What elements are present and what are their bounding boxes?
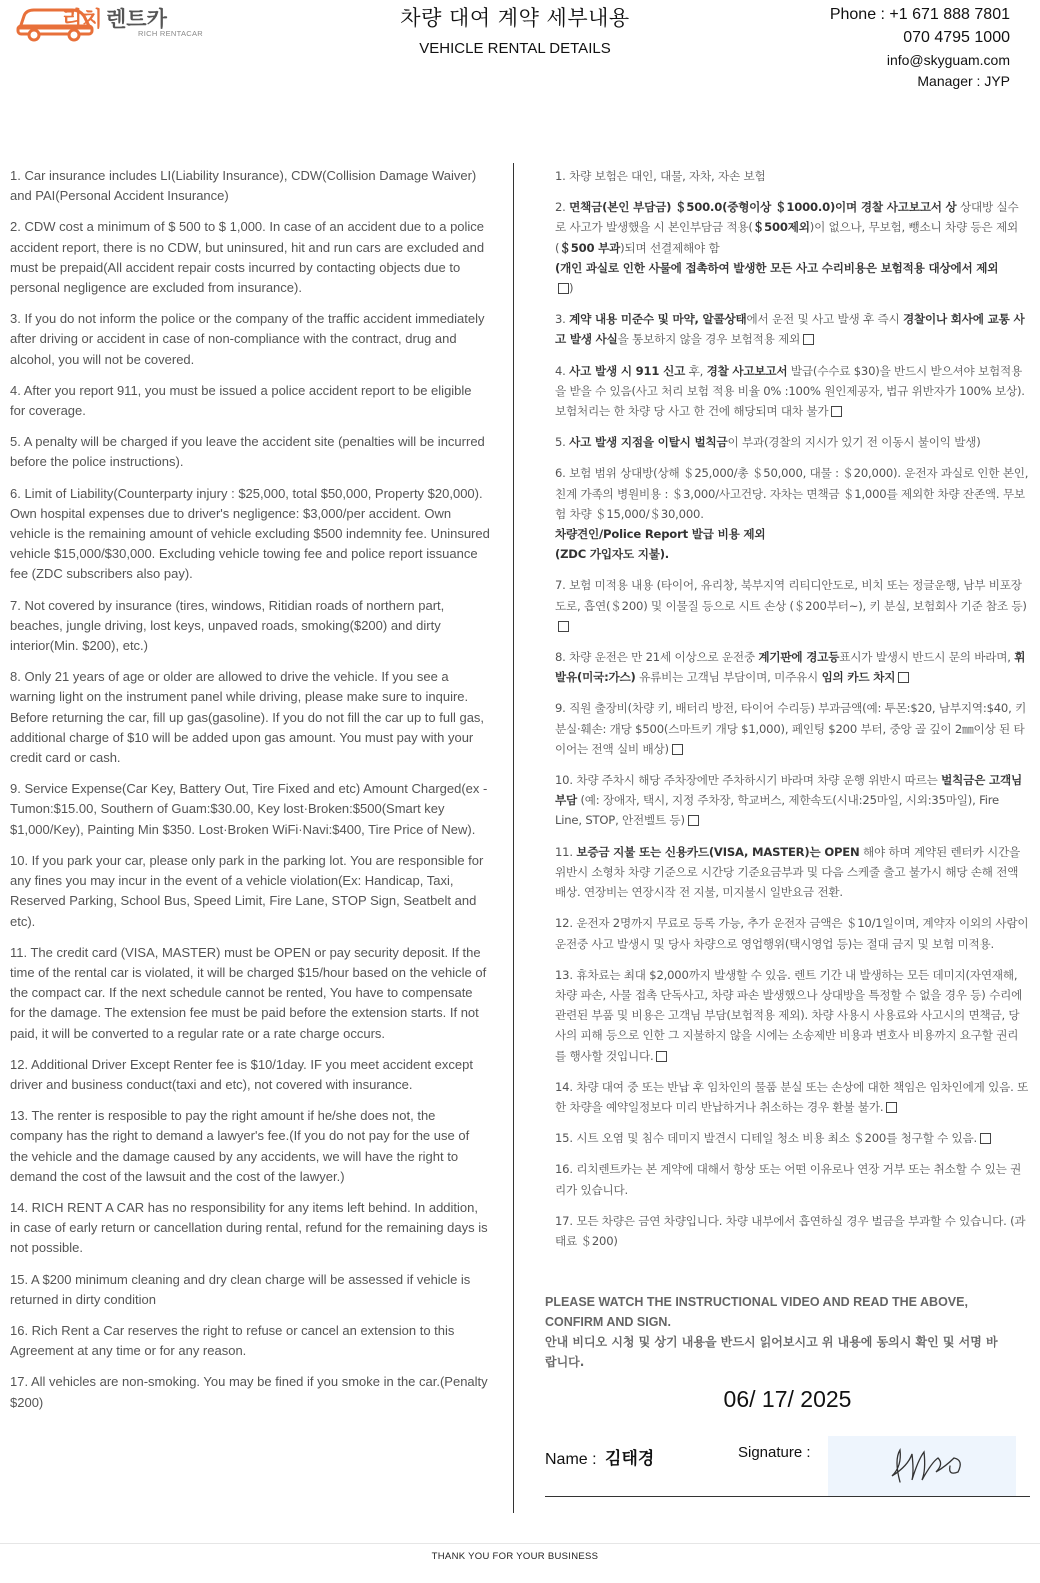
logo-name-en: RICH RENTACAR — [138, 29, 204, 38]
term-en-13: 13. The renter is resposible to pay the right amount if he/she does not, the company has the right to demand a lawyer's fee.(If you do not pay for the use of the vehicle and the damage caused by any accidents, we will have the right to demand the cost of the lawsuit and the cost of the lawyer.) — [10, 1108, 470, 1184]
logo-name-ko-part1: 리치 — [62, 7, 103, 31]
logo-name-ko-part2: 렌트카 — [106, 7, 167, 31]
agree-checkbox-3[interactable] — [803, 334, 814, 345]
term-en-9: 9. Service Expense(Car Key, Battery Out, Tire Fixed and etc) Amount Charged(ex - Tumon:$15.00, Southern of Guam:$30.00, Key lost·Broken:$500(Smart key $1,000/Key), Painting Min $350. Lost·Broken WiFi·Navi:$400, Tire Price of New). — [10, 781, 488, 837]
term-ko-15: 15. 시트 오염 및 침수 데미지 발견시 디테일 청소 비용 최소 ＄200를 청구할 수 있음. — [555, 1128, 1029, 1148]
term-en-5: 5. A penalty will be charged if you leave the accident site (penalties will be incurred before the police instructions). — [10, 434, 485, 470]
signature-pad[interactable] — [828, 1436, 1016, 1496]
term-ko-7: 7. 보험 미적용 내용 (타이어, 유리창, 북부지역 리티디안도로, 비치 또는 정글운행, 남부 비포장도로, 흡연(＄200) 및 이물질 등으로 시트 손상 (＄200부터~), 키 분실, 보험회사 기준 참조 등) — [555, 575, 1029, 636]
terms-english — [10, 166, 490, 1424]
contact-info — [830, 4, 1010, 92]
term-en-1: 1. Car insurance includes LI(Liability Insurance), CDW(Collision Damage Waiver) and PAI(Personal Accident Insurance) — [10, 168, 477, 204]
term-en-8: 8. Only 21 years of age or older are allowed to drive the vehicle. If you see a warning light on the instrument panel while driving, please make sure to inquire. Before returning the car, fill up gas(gasoline). If you do not fill the car up to full gas, additional charge of $10 will be added upon gas amount. You must pay with your credit card or cash. — [10, 669, 485, 766]
terms-korean — [555, 166, 1029, 1262]
term-en-15: 15. A $200 minimum cleaning and dry clean charge will be assessed if vehicle is returned in dirty condition — [10, 1271, 471, 1307]
term-ko-12: 12. 운전자 2명까지 무료로 등록 가능, 추가 운전자 금액은 ＄10/1일이며, 계약자 이외의 사람이 운전중 사고 발생시 및 당사 차량으로 영업행위(택시영업 등)는 절대 금지 및 보험 미적용. — [555, 916, 1029, 951]
agree-checkbox-2[interactable] — [558, 283, 569, 294]
term-ko-13: 13. 휴차료는 최대 $2,000까지 발생할 수 있음. 렌트 기간 내 발생하는 모든 데미지(자연재해, 차량 파손, 사물 접촉 단독사고, 차량 파손 발생했으나 상대방을 특정할 수 없을 경우 등) 수리에 관련된 부품 및 비용은 고객님 부담(보험적용 제외). 차량 사용시 사용료와 사고시의 면책금, 당사의 피해 등으로 인한 그 지불하지 않을 시에는 소송제반 비용과 변호사 비용까지 요구할 권리를 행사할 것입니다. — [555, 967, 1023, 1063]
term-ko-17: 17. 모든 차량은 금연 차량입니다. 차량 내부에서 흡연하실 경우 벌금을 부과할 수 있습니다. (과태료 ＄200) — [555, 1213, 1026, 1248]
term-en-17: 17. All vehicles are non-smoking. You may be fined if you smoke in the car.(Penalty $200) — [10, 1374, 488, 1410]
term-ko-8: 8. 차량 운전은 만 21세 이상으로 운전중 계기판에 경고등표시가 발생시 반드시 문의 바라며, 휘발유(미국:가스) 유류비는 고객님 부담이며, 미주유시 임의 카드 차지 — [555, 650, 1026, 685]
term-en-7: 7. Not covered by insurance (tires, windows, Ritidian roads of northern part, beaches, jungle driving, lost keys, unpaved roads, smoking($200) and dirty interior(Min. $200), etc.) — [10, 597, 445, 654]
name-label: Name : — [545, 1451, 597, 1468]
term-en-3: 3. If you do not inform the police or the company of the traffic accident immediately after driving or accident in case of non-compliance with the contract, drug and alcohol, you will not be covered. — [10, 311, 485, 367]
manager-name: Manager : JYP — [917, 73, 1010, 89]
signature-scribble-icon — [828, 1436, 1016, 1496]
phone-number-2: 070 4795 1000 — [903, 29, 1010, 46]
term-en-6: 6. Limit of Liability(Counterparty injury : $25,000, total $50,000, Property $20,000). Own hospital expenses due to driver's negligence: $3,000/per accident. Own vehicle is the remaining amount of vehicle excluding $500 indemnity fee. Uninsured vehicle $15,000/$30,000. Excluding vehicle towing fee and police report issuance fee (ZDC subscribers also pay). — [10, 485, 490, 582]
agree-checkbox-4[interactable] — [831, 406, 842, 417]
agree-checkbox-10[interactable] — [688, 815, 699, 826]
term-ko-4: 4. 사고 발생 시 911 신고 후, 경찰 사고보고서 발급(수수료 $30)을 반드시 받으셔야 보험적용을 받을 수 있음(사고 처리 보험 적용 비율 0% :100% 원인제공자, 법규 위반자가 100% 보상). 보험처리는 한 차량 당 사고 한 건에 해당되며 대차 불가 — [555, 363, 1025, 419]
term-ko-14: 14. 차량 대여 중 또는 반납 후 임차인의 물품 분실 또는 손상에 대한 책임은 임차인에게 있음. 또한 차량을 예약일정보다 미리 반납하거나 취소하는 경우 환불 불가. — [555, 1079, 1029, 1114]
signing-date: 06/ 17/ 2025 — [723, 1386, 852, 1412]
agree-checkbox-9[interactable] — [672, 744, 683, 755]
term-en-11: 11. The credit card (VISA, MASTER) must be OPEN or pay security deposit. If the time of the rental car is violated, it will be charged $15/hour based on the vehicle of the compact car. If the next schedule cannot be rented, You have to compensate for the damage. The extension fee must be paid before the extension starts. If not paid, it will be converted to a regular rate or a rate charge occurs. — [10, 944, 487, 1041]
term-ko-1: 1. 차량 보험은 대인, 대물, 자차, 자손 보험 — [555, 169, 766, 183]
term-ko-3: 3. 계약 내용 미준수 및 마약, 알콜상태에서 운전 및 사고 발생 후 즉시 경찰이나 회사에 교통 사고 발생 사실을 통보하지 않을 경우 보험적용 제외 — [555, 312, 1025, 347]
company-logo — [14, 0, 234, 44]
phone-number: Phone : +1 671 888 7801 — [829, 6, 1010, 23]
term-ko-11: 11. 보증금 지불 또는 신용카드(VISA, MASTER)는 OPEN 해야 하며 계약된 렌터카 시간을 위반시 소형차 차량 기준으로 시간당 기준요금부과 및 다음 스케줄 출고 불가시 해당 손해 전액 배상. 연장비는 연장시작 전 지불, 미지불시 일반요금 전환. — [555, 844, 1020, 900]
term-en-16: 16. Rich Rent a Car reserves the right to refuse or cancel an extension to this Agreement at any time or for any reason. — [10, 1322, 455, 1359]
renter-name-row — [545, 1444, 654, 1469]
renter-name[interactable]: 김태경 — [605, 1449, 655, 1469]
notice-english: PLEASE WATCH THE INSTRUCTIONAL VIDEO AND READ THE ABOVE, CONFIRM AND SIGN. — [545, 1295, 968, 1329]
column-divider — [513, 163, 514, 1513]
footer-divider — [0, 1543, 1040, 1544]
agree-checkbox-14[interactable] — [886, 1102, 897, 1113]
term-ko-9: 9. 직원 출장비(차량 키, 배터리 방전, 타이어 수리등) 부과금액(예: 투몬:$20, 남부지역:$40, 키분실·훼손: 개당 $500(스마트키 개당 $1,000), 페인팅 $200 부터, 중앙 골 깊이 2㎜이상 된 타이어는 전액 실비 배상) — [555, 701, 1027, 756]
agree-checkbox-15[interactable] — [980, 1133, 991, 1144]
agree-checkbox-8[interactable] — [898, 672, 909, 683]
term-en-14: 14. RICH RENT A CAR has no responsibility for any items left behind. In addition, in case of early return or cancellation during rental, refund for the remaining days is not possible. — [10, 1199, 488, 1256]
footer-text: THANK YOU FOR YOUR BUSINESS — [431, 1551, 599, 1562]
term-ko-2: 2. 면책금(본인 부담금) ＄500.0(중형이상 ＄1000.0)이며 경찰 사고보고서 상 상대방 실수로 사고가 발생했을 시 본인부담금 적용(＄500제외)이 없으나, 무보험, 뺑소니 차량 등은 제외(＄500 부과)되며 선결제해야 함 (개인 과실로 인한 사물에 접촉하여 발생한 모든 사고 수리비용은 보험적용 대상에서 제외 ) — [555, 200, 1019, 296]
confirm-notice — [545, 1292, 1005, 1372]
agree-checkbox-13[interactable] — [656, 1051, 667, 1062]
title-english: VEHICLE RENTAL DETAILS — [419, 40, 611, 57]
notice-korean: 안내 비디오 시청 및 상기 내용을 반드시 읽어보시고 위 내용에 동의시 확인 및 서명 바랍니다. — [545, 1335, 998, 1369]
term-en-10: 10. If you park your car, please only park in the parking lot. You are responsible for any fines you may incur in the event of a vehicle violation(Ex: Handicap, Taxi, Reserved Parking, School Bus, Speed Limit, Fire Lane, STOP Sign, Seatbelt and etc). — [10, 852, 484, 929]
term-ko-6: 6. 보험 범위 상대방(상해 ＄25,000/총 ＄50,000, 대물 : ＄20,000). 운전자 과실로 인한 본인, 친계 가족의 병원비용 : ＄3,000/사고건당. 자차는 면책금 ＄1,000를 제외한 차량 잔존액. 무보험 차량 ＄15,000/＄30,000. 차량견인/Police Report 발급 비용 제외 (ZDC 가입자도 지불). — [555, 466, 1029, 562]
document-title — [380, 2, 650, 57]
title-korean: 차량 대여 계약 세부내용 — [400, 6, 630, 30]
email-address: info@skyguam.com — [886, 52, 1010, 68]
agree-checkbox-7[interactable] — [558, 621, 569, 632]
term-en-2: 2. CDW cost a minimum of $ 500 to $ 1,000. In case of an accident due to a police accident report, there is no CDW, but uninsured, hit and run cars are excluded and must be prepaid(All accident repair costs incurred by contacting objects due to personal negligence are excluded from insurance). — [10, 219, 485, 296]
term-ko-5: 5. 사고 발생 지점을 이탈시 벌칙금이 부과(경찰의 지시가 있기 전 이동시 불이익 발생) — [555, 435, 981, 450]
signature-line — [545, 1496, 1030, 1497]
signature-label: Signature : — [738, 1444, 811, 1461]
term-en-4: 4. After you report 911, you must be issued a police accident report to be eligible for coverage. — [10, 382, 472, 419]
term-ko-10: 10. 차량 주차시 해당 주차장에만 주차하시기 바라며 차량 운행 위반시 따르는 벌칙금은 고객님 부담 (예: 장애자, 택시, 지정 주차장, 학교버스, 제한속도(시내:25마일, 시외:35마일), Fire Line, STOP, 안전벨트 등) — [555, 773, 1023, 828]
term-ko-16: 16. 리치렌트카는 본 계약에 대해서 항상 또는 어떤 이유로나 연장 거부 또는 취소할 수 있는 권리가 있습니다. — [555, 1162, 1022, 1197]
term-en-12: 12. Additional Driver Except Renter fee is $10/1day. IF you meet accident except driver and business conduct(taxi and etc), not covered with insurance. — [10, 1056, 473, 1092]
